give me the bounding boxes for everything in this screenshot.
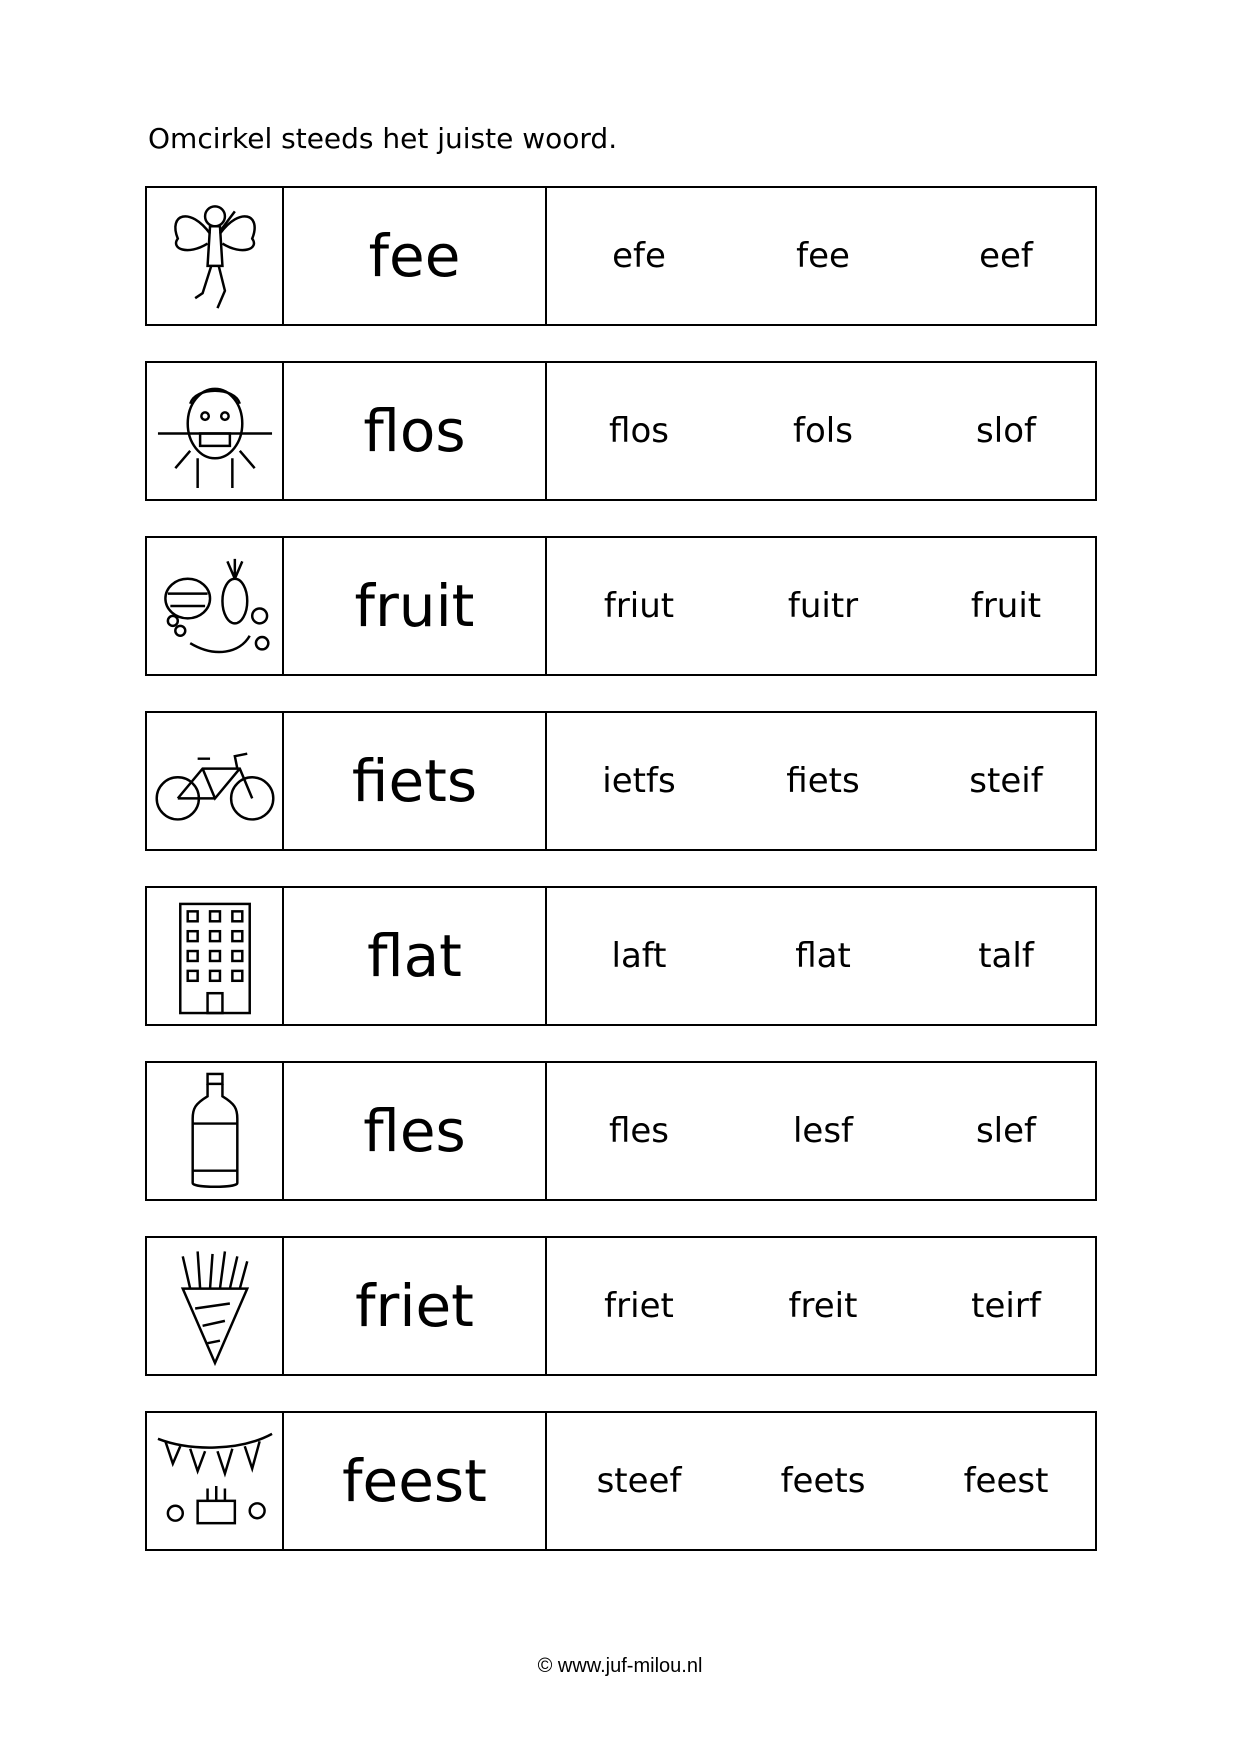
- picture-cell: [147, 538, 284, 674]
- option-word[interactable]: fles: [608, 1111, 670, 1151]
- option-word[interactable]: feets: [780, 1461, 866, 1501]
- option-word[interactable]: ietfs: [602, 761, 676, 801]
- choices-cell: [547, 363, 1095, 499]
- choices-cell: [547, 713, 1095, 849]
- option-word[interactable]: steef: [596, 1461, 682, 1501]
- option-word[interactable]: flat: [795, 936, 851, 976]
- choices-cell: [547, 1063, 1095, 1199]
- choices-cell: [547, 1413, 1095, 1549]
- option-word[interactable]: slof: [976, 411, 1036, 451]
- bottle-icon: [153, 1069, 277, 1193]
- floss-person-icon: [153, 369, 277, 493]
- target-word: fiets: [284, 713, 547, 849]
- option-word[interactable]: fruit: [970, 586, 1042, 626]
- exercise-row: [145, 186, 1097, 326]
- option-word[interactable]: fuitr: [787, 586, 859, 626]
- exercise-row: [145, 711, 1097, 851]
- option-word[interactable]: friut: [603, 586, 675, 626]
- option-word[interactable]: laft: [611, 936, 667, 976]
- option-word[interactable]: eef: [979, 236, 1033, 276]
- exercise-row: [145, 886, 1097, 1026]
- instruction-text: Omcirkel steeds het juiste woord.: [148, 122, 618, 155]
- target-word: fee: [284, 188, 547, 324]
- option-word[interactable]: fiets: [786, 761, 860, 801]
- picture-cell: [147, 1413, 284, 1549]
- option-word[interactable]: fee: [796, 236, 850, 276]
- exercise-row: [145, 1236, 1097, 1376]
- picture-cell: [147, 188, 284, 324]
- choices-cell: [547, 1238, 1095, 1374]
- target-word: flat: [284, 888, 547, 1024]
- picture-cell: [147, 713, 284, 849]
- apartment-building-icon: [153, 894, 277, 1018]
- option-word[interactable]: slef: [975, 1111, 1037, 1151]
- picture-cell: [147, 363, 284, 499]
- exercise-row: [145, 1411, 1097, 1551]
- option-word[interactable]: friet: [604, 1286, 674, 1326]
- option-word[interactable]: teirf: [971, 1286, 1041, 1326]
- option-word[interactable]: flos: [609, 411, 669, 451]
- choices-cell: [547, 538, 1095, 674]
- option-word[interactable]: talf: [978, 936, 1034, 976]
- option-word[interactable]: freit: [788, 1286, 858, 1326]
- option-word[interactable]: feest: [963, 1461, 1049, 1501]
- option-word[interactable]: efe: [612, 236, 666, 276]
- bicycle-icon: [153, 719, 277, 843]
- picture-cell: [147, 888, 284, 1024]
- target-word: fles: [284, 1063, 547, 1199]
- exercise-row: [145, 536, 1097, 676]
- fries-cone-icon: [153, 1244, 277, 1368]
- target-word: friet: [284, 1238, 547, 1374]
- option-word[interactable]: fols: [793, 411, 853, 451]
- choices-cell: [547, 888, 1095, 1024]
- option-word[interactable]: steif: [969, 761, 1043, 801]
- option-word[interactable]: lesf: [792, 1111, 854, 1151]
- fruit-basket-icon: [153, 544, 277, 668]
- party-icon: [153, 1419, 277, 1543]
- target-word: fruit: [284, 538, 547, 674]
- picture-cell: [147, 1063, 284, 1199]
- exercise-row: [145, 361, 1097, 501]
- choices-cell: [547, 188, 1095, 324]
- target-word: feest: [284, 1413, 547, 1549]
- footer-copyright: © www.juf-milou.nl: [537, 1655, 703, 1677]
- picture-cell: [147, 1238, 284, 1374]
- fairy-icon: [153, 194, 277, 318]
- target-word: flos: [284, 363, 547, 499]
- exercise-row: [145, 1061, 1097, 1201]
